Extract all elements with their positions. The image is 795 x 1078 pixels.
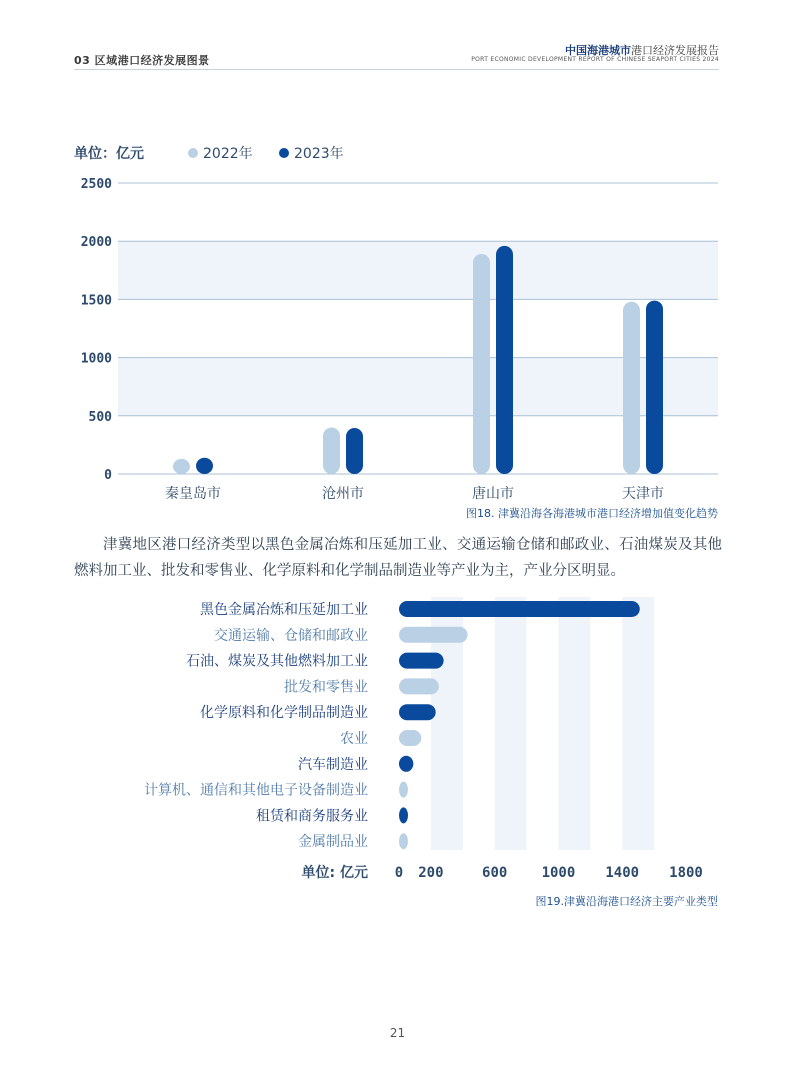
- legend-label-2022: 2022年: [203, 146, 253, 162]
- x-tick-label: 600: [482, 865, 508, 881]
- legend-label-2023: 2023年: [294, 146, 344, 162]
- figure-caption-19: 图19.津冀沿海港口经济主要产业类型: [535, 895, 718, 908]
- y-tick-label: 2000: [80, 235, 112, 251]
- page-number: 21: [389, 1026, 406, 1040]
- category-label: 计算机、通信和其他电子设备制造业: [144, 782, 368, 799]
- report-title-bold: 中国海港城市: [565, 44, 631, 57]
- hbar-汽车制造业: [399, 756, 413, 772]
- y-tick-label: 2500: [80, 177, 112, 192]
- unit-label-2: 单位: 亿元: [301, 865, 368, 881]
- grid-band: [622, 597, 654, 850]
- figure-caption-18: 图18. 津冀沿海各海港城市港口经济增加值变化趋势: [466, 507, 718, 520]
- hbar-石油、煤炭及其他燃料加工业: [399, 653, 444, 669]
- hbar-计算机、通信和其他电子设备制造业: [399, 782, 408, 798]
- y-tick-label: 0: [104, 468, 112, 483]
- report-subtitle: PORT ECONOMIC DEVELOPMENT REPORT OF CHINESE SEAPORT CITIES 2024: [471, 56, 719, 63]
- hbar-交通运输、仓储和邮政业: [399, 627, 468, 643]
- x-tick-label: 200: [418, 865, 444, 881]
- category-label: 金属制品业: [298, 834, 368, 851]
- x-tick-label: 1800: [669, 865, 703, 881]
- category-label: 黑色金属冶炼和压延加工业: [200, 602, 368, 618]
- category-label: 批发和零售业: [284, 679, 368, 696]
- x-tick-label: 沧州市: [322, 486, 364, 502]
- x-tick-label: 秦皇岛市: [165, 486, 221, 502]
- category-label: 石油、煤炭及其他燃料加工业: [186, 653, 368, 670]
- hbar-农业: [399, 730, 421, 746]
- x-tick-label: 0: [394, 865, 404, 881]
- hbar-租赁和商务服务业: [399, 807, 408, 823]
- x-tick-label: 天津市: [622, 486, 664, 502]
- category-label: 交通运输、仓储和邮政业: [214, 627, 368, 644]
- y-tick-label: 1000: [80, 351, 112, 367]
- x-tick-label: 1000: [541, 865, 576, 881]
- report-title-rest: 港口经济发展报告: [631, 44, 719, 57]
- hbar-批发和零售业: [399, 678, 439, 694]
- hbar-金属制品业: [399, 833, 408, 849]
- x-tick-label: 1400: [605, 865, 640, 881]
- body-paragraph: 津冀地区港口经济类型以黑色金属冶炼和压延加工业、交通运输仓储和邮政业、石油煤炭及其他燃料加工业、批发和零售业、化学原料和化学制品制造业等产业为主，产业分区明显。: [74, 537, 722, 579]
- category-label: 汽车制造业: [298, 756, 368, 773]
- hbar-化学原料和化学制品制造业: [399, 704, 436, 720]
- grid-band: [495, 597, 527, 850]
- hbar-黑色金属冶炼和压延加工业: [399, 601, 640, 617]
- section-title: 03 区域港口经济发展图景: [74, 54, 210, 67]
- category-label: 租赁和商务服务业: [256, 808, 368, 825]
- unit-label: 单位：亿元: [74, 146, 144, 162]
- x-tick-label: 唐山市: [472, 486, 514, 502]
- category-label: 农业: [340, 731, 368, 747]
- y-tick-label: 500: [88, 409, 112, 425]
- category-label: 化学原料和化学制品制造业: [200, 705, 368, 722]
- y-tick-label: 1500: [80, 293, 112, 309]
- grid-band: [558, 597, 590, 850]
